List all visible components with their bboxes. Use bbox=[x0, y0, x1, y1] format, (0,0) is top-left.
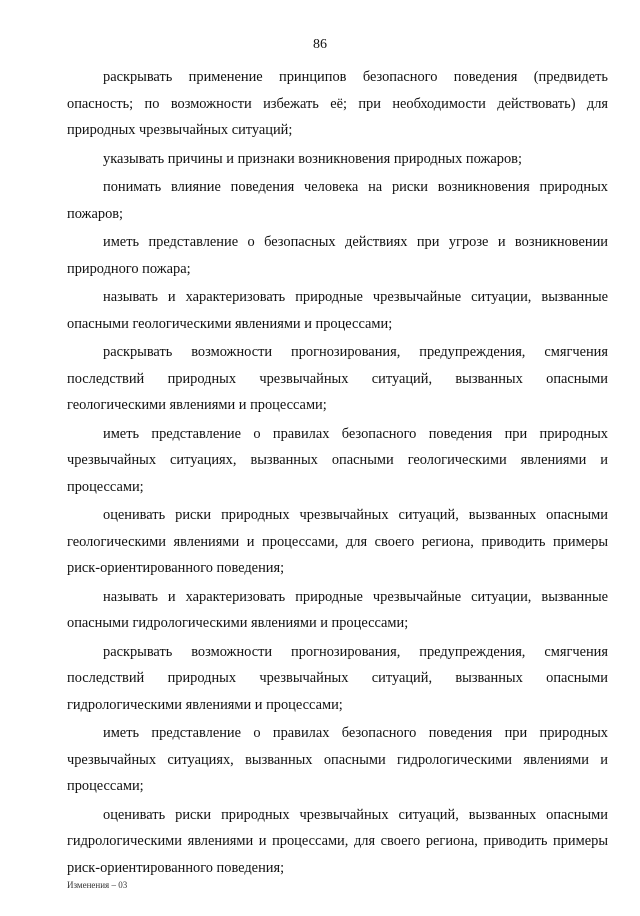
footer-revision: Изменения – 03 bbox=[67, 880, 128, 890]
paragraph: называть и характеризовать природные чрезвычайные ситуации, вызванные опасными геологическими явлениями и процессами; bbox=[67, 289, 608, 332]
paragraph: понимать влияние поведения человека на риски возникновения природных пожаров; bbox=[67, 179, 608, 222]
paragraph: раскрывать применение принципов безопасного поведения (предвидеть опасность; по возможности избежать её; при необходимости действовать) для природных чрезвычайных ситуаций; bbox=[67, 69, 608, 138]
paragraph: раскрывать возможности прогнозирования, предупреждения, смягчения последствий природных чрезвычайных ситуаций, вызванных опасными геологическими явлениями и процессами; bbox=[67, 344, 608, 413]
paragraph: иметь представление о безопасных действиях при угрозе и возникновении природного пожара; bbox=[67, 234, 608, 277]
page-number: 86 bbox=[313, 37, 327, 52]
document-body bbox=[67, 64, 608, 883]
paragraph: указывать причины и признаки возникновения природных пожаров; bbox=[103, 150, 522, 167]
paragraph: иметь представление о правилах безопасного поведения при природных чрезвычайных ситуациях, вызванных опасными геологическими явлениями и процессами; bbox=[67, 425, 608, 495]
paragraph: называть и характеризовать природные чрезвычайные ситуации, вызванные опасными гидрологическими явлениями и процессами; bbox=[67, 588, 608, 631]
paragraph: иметь представление о правилах безопасного поведения при природных чрезвычайных ситуациях, вызванных опасными гидрологическими явлениями и процессами; bbox=[67, 725, 608, 794]
paragraph: оценивать риски природных чрезвычайных ситуаций, вызванных опасными геологическими явлениями и процессами, для своего региона, приводить примеры риск-ориентированного поведения; bbox=[67, 507, 608, 576]
paragraph: оценивать риски природных чрезвычайных ситуаций, вызванных опасными гидрологическими явлениями и процессами, для своего региона, приводить примеры риск-ориентированного поведения; bbox=[67, 806, 608, 876]
paragraph: раскрывать возможности прогнозирования, предупреждения, смягчения последствий природных чрезвычайных ситуаций, вызванных опасными гидрологическими явлениями и процессами; bbox=[67, 643, 608, 713]
